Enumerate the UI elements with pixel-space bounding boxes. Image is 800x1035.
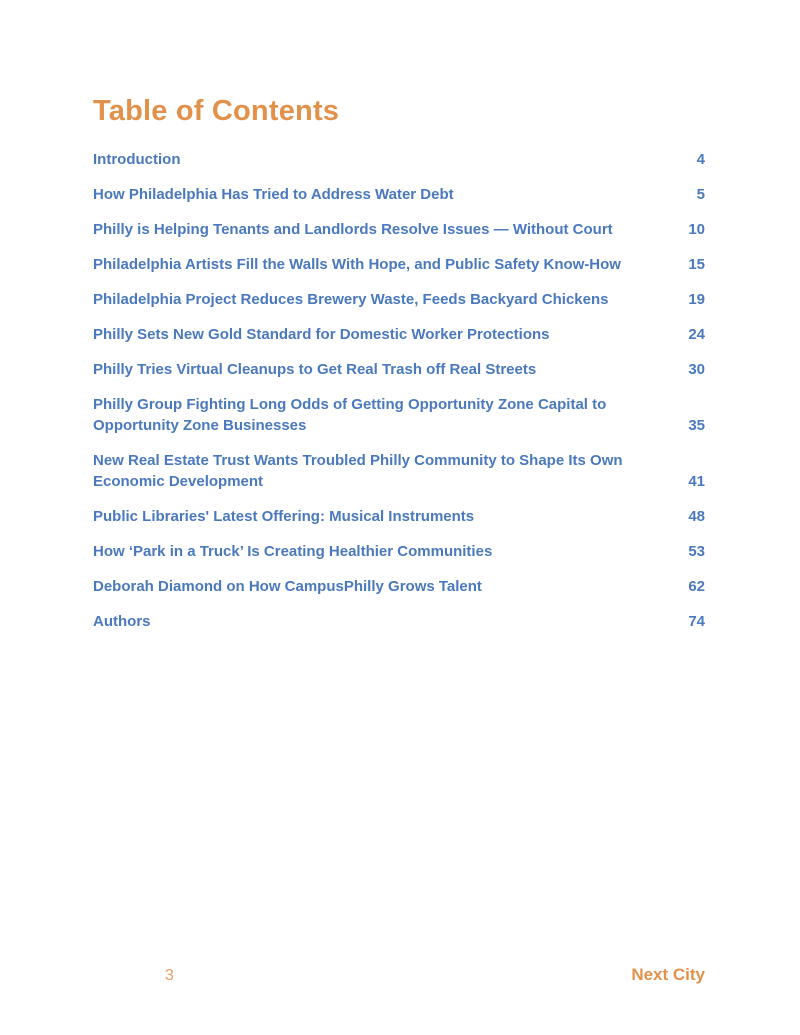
toc-entry[interactable]: [93, 576, 705, 597]
toc-entry[interactable]: [93, 149, 705, 170]
toc-entry-line: Opportunity Zone Businesses: [93, 417, 307, 434]
page-footer: [93, 965, 705, 985]
toc-entry[interactable]: [93, 219, 705, 240]
toc-entry-title: [93, 359, 536, 380]
toc-entry-line: Philly Tries Virtual Cleanups to Get Real Trash off Real Streets: [93, 361, 537, 378]
toc-entry-title: [93, 219, 613, 240]
toc-entry[interactable]: [93, 359, 705, 380]
toc-entry-line: Economic Development: [93, 473, 264, 490]
toc-entry-page: 53: [688, 543, 705, 560]
toc-entry[interactable]: [93, 184, 705, 205]
toc-entry-page: 41: [688, 473, 705, 490]
toc-entry[interactable]: [93, 611, 705, 632]
footer-page-number: 3: [165, 967, 174, 984]
toc-entry-title: [93, 289, 609, 310]
toc-entry-title: [93, 254, 621, 275]
toc-entry-title: [93, 149, 180, 170]
toc-entry[interactable]: [93, 289, 705, 310]
toc-entry-page: 5: [696, 186, 705, 203]
footer-brand-next-city: Next City: [631, 965, 705, 984]
toc-entry-title: [93, 184, 454, 205]
toc-entry-line: Authors: [93, 613, 151, 630]
toc-entry-line: Philadelphia Artists Fill the Walls With Hope, and Public Safety Know-How: [93, 256, 621, 273]
toc-entry-page: 4: [696, 151, 705, 168]
toc-entry-page: 10: [688, 221, 705, 238]
toc-entry-title: [93, 324, 550, 345]
toc-entry-page: 62: [688, 578, 705, 595]
toc-list: [93, 149, 705, 632]
toc-entry[interactable]: [93, 506, 705, 527]
toc-entry-title: [93, 611, 151, 632]
toc-entry-page: 30: [688, 361, 705, 378]
toc-entry-title: [93, 506, 474, 527]
page-title: Table of Contents: [93, 95, 340, 127]
toc-entry[interactable]: [93, 324, 705, 345]
page-content: [93, 0, 705, 646]
toc-entry-line: Philadelphia Project Reduces Brewery Waste, Feeds Backyard Chickens: [93, 291, 609, 308]
toc-entry[interactable]: [93, 450, 705, 492]
toc-entry-page: 19: [688, 291, 705, 308]
toc-entry-line: How Philadelphia Has Tried to Address Water Debt: [93, 186, 454, 203]
toc-entry-title: [93, 450, 623, 492]
toc-entry-page: 15: [688, 256, 705, 273]
toc-entry-line: Philly Sets New Gold Standard for Domestic Worker Protections: [93, 326, 550, 343]
toc-entry-line: Deborah Diamond on How CampusPhilly Grows Talent: [93, 578, 482, 595]
toc-entry-line: How ‘Park in a Truck’ Is Creating Healthier Communities: [93, 543, 493, 560]
toc-entry[interactable]: [93, 394, 705, 436]
toc-entry[interactable]: [93, 541, 705, 562]
toc-entry-page: 48: [688, 508, 705, 525]
toc-entry-page: 35: [688, 417, 705, 434]
toc-entry-page: 24: [688, 326, 705, 343]
toc-entry-line: Introduction: [93, 151, 181, 168]
toc-entry-line: Philly is Helping Tenants and Landlords Resolve Issues — Without Court: [93, 221, 613, 238]
toc-entry-line: New Real Estate Trust Wants Troubled Philly Community to Shape Its Own: [93, 452, 623, 469]
toc-entry-title: [93, 576, 482, 597]
toc-entry-title: [93, 541, 492, 562]
toc-entry-title: [93, 394, 606, 436]
toc-entry[interactable]: [93, 254, 705, 275]
toc-entry-line: Public Libraries' Latest Offering: Musical Instruments: [93, 508, 475, 525]
toc-entry-line: Philly Group Fighting Long Odds of Getting Opportunity Zone Capital to: [93, 396, 607, 413]
toc-entry-page: 74: [688, 613, 705, 630]
